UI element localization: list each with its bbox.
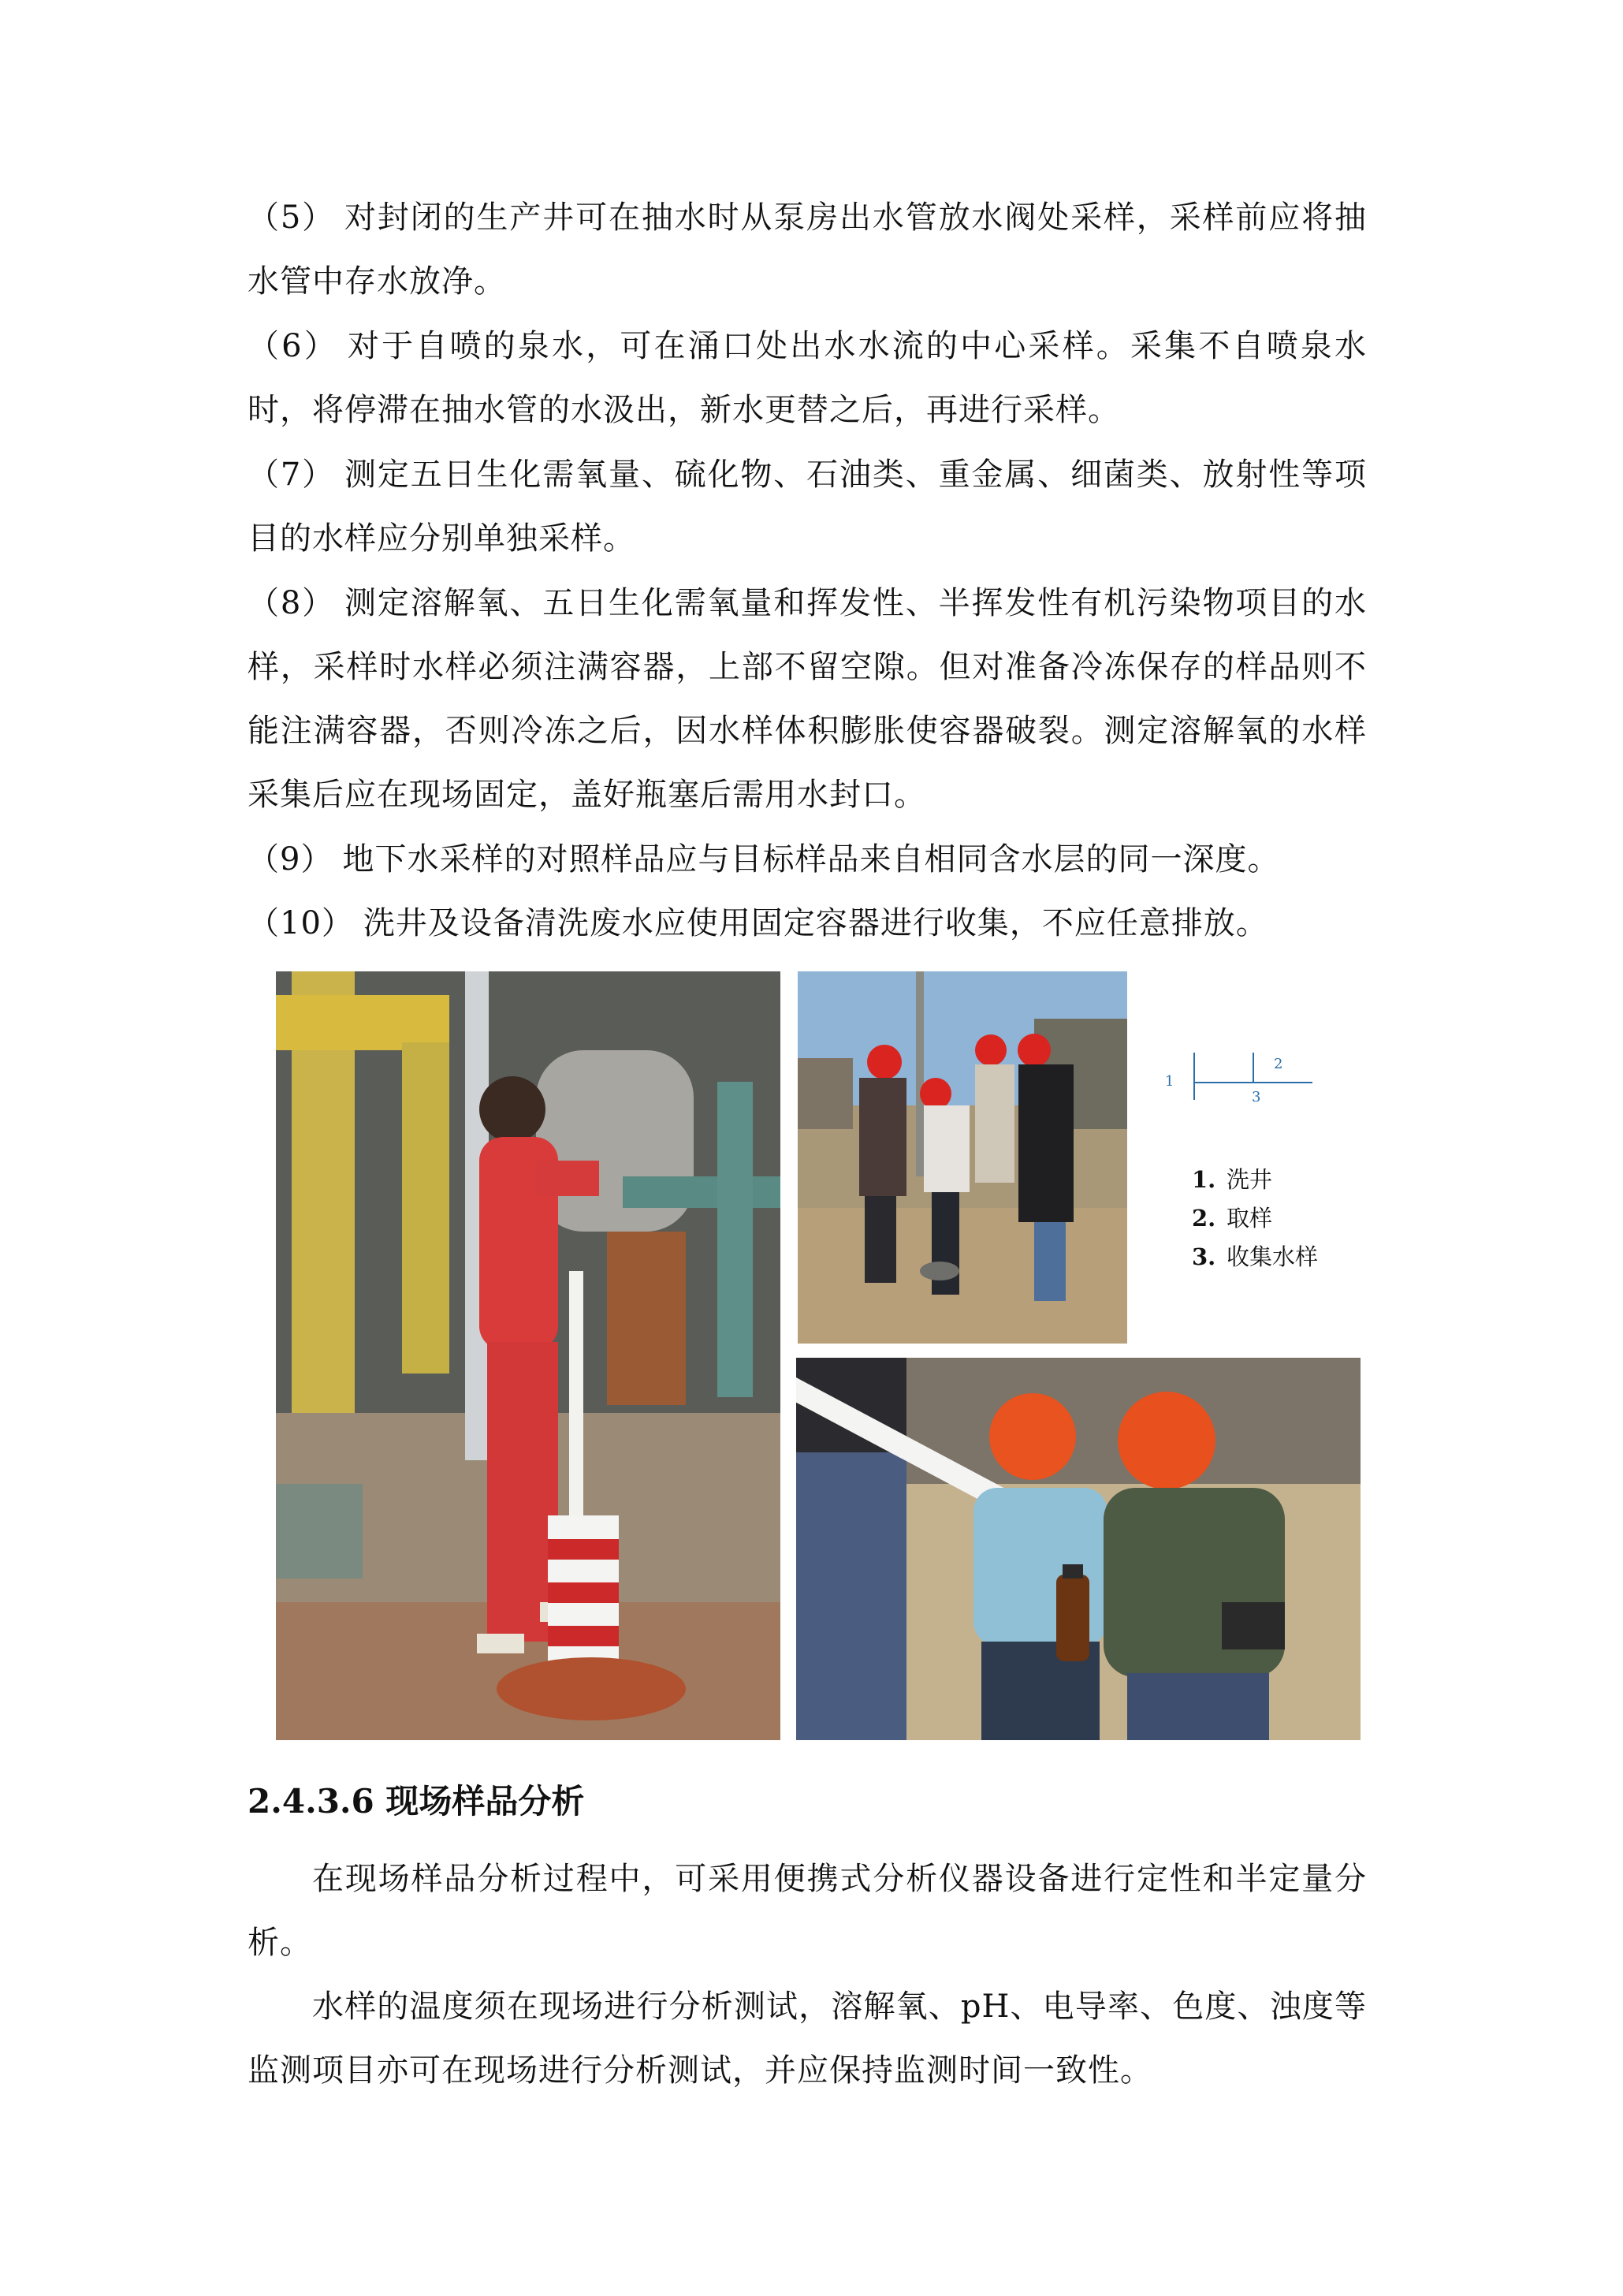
numbered-paragraph [248,572,1367,827]
legend-label: 收集水样 [1227,1243,1319,1270]
legend-label: 取样 [1227,1205,1273,1232]
paragraph-number: （8） [248,585,336,621]
numbered-paragraph [248,186,1367,314]
body-paragraph: 在现场样品分析过程中，可采用便携式分析仪器设备进行定性和半定量分析。 [248,1861,1367,1961]
numbered-paragraph [248,828,1367,892]
paragraph-text: 地下水采样的对照样品应与目标样品来自相同含水层的同一深度。 [342,841,1280,878]
paragraph-text: 测定溶解氧、五日生化需氧量和挥发性、半挥发性有机污染物项目的水样，采样时水样必须注满容器，上部不留空隙。但对准备冷冻保存的样品则不能注满容器，否则冷冻之后，因水样体积膨胀使容器破裂。测定溶解氧的水样采集后应在现场固定，盖好瓶塞后需用水封口。 [248,585,1367,813]
legend-number: 3. [1192,1243,1216,1270]
legend-number: 2. [1192,1205,1216,1232]
photo-collect-sample [796,1358,1361,1740]
body-paragraph: 水样的温度须在现场进行分析测试，溶解氧、pH、电导率、色度、浊度等监测项目亦可在现场进行分析测试，并应保持监测时间一致性。 [248,1988,1367,2089]
photo-sampling-team [798,971,1127,1344]
photo-layout-diagram [1159,1045,1316,1108]
figure-legend [1192,1161,1318,1277]
legend-item [1192,1238,1318,1277]
diagram-label-2: 2 [1274,1056,1283,1072]
photo-well-purging [276,971,780,1740]
paragraph-text: 对于自喷的泉水，可在涌口处出水水流的中心采样。采集不自喷泉水时，将停滞在抽水管的水汲出，新水更替之后，再进行采样。 [248,328,1368,428]
paragraph-number: （7） [248,457,336,493]
numbered-paragraph [248,892,1367,956]
numbered-paragraph [248,443,1367,571]
paragraph-text: 测定五日生化需氧量、硫化物、石油类、重金属、细菌类、放射性等项目的水样应分别单独采样。 [248,457,1367,557]
numbered-paragraph [248,315,1367,442]
diagram-label-3: 3 [1252,1089,1261,1105]
paragraph-number: （6） [248,328,338,364]
paragraph-number: （10） [248,905,354,941]
legend-item [1192,1161,1318,1199]
section-heading: 2.4.3.6 现场样品分析 [248,1782,585,1821]
legend-number: 1. [1192,1166,1216,1193]
paragraph-number: （9） [248,841,333,878]
diagram-label-1: 1 [1165,1073,1174,1090]
paragraph-text: 洗井及设备清洗废水应使用固定容器进行收集，不应任意排放。 [363,905,1268,941]
legend-label: 洗井 [1227,1166,1273,1193]
legend-item [1192,1199,1318,1238]
paragraph-number: （5） [248,199,336,236]
paragraph-text: 对封闭的生产井可在抽水时从泵房出水管放水阀处采样，采样前应将抽水管中存水放净。 [248,199,1367,300]
